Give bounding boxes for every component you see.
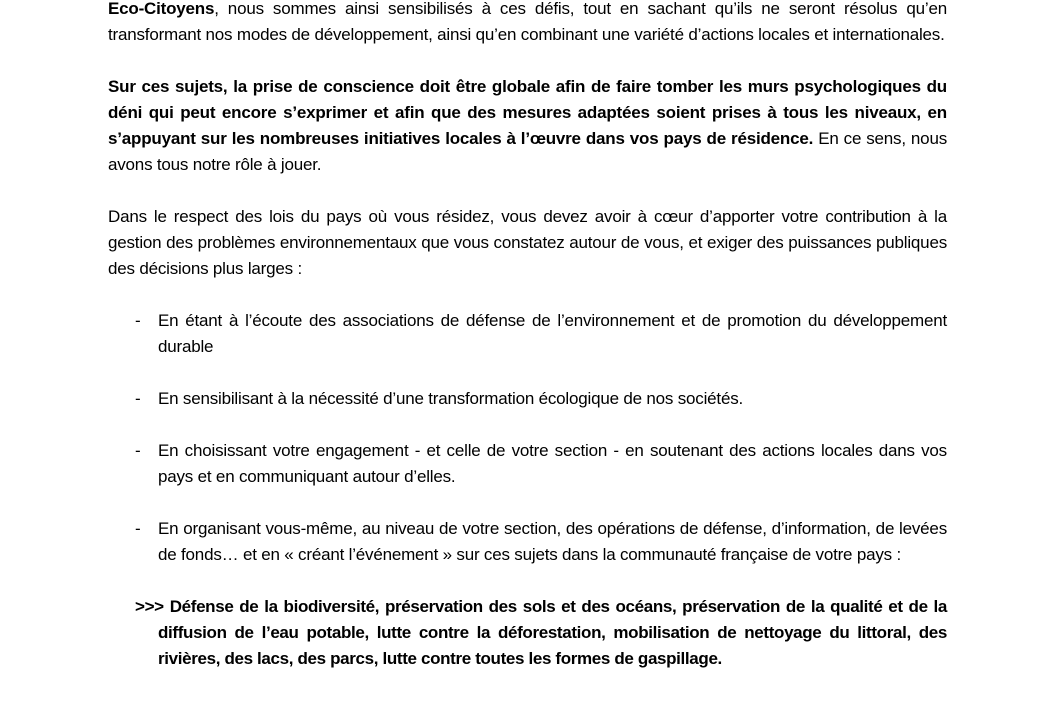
document-page	[108, 0, 947, 698]
paragraph-prise-de-conscience-tail: En ce sens, nous avons tous notre rôle à jouer.	[108, 129, 947, 174]
paragraph-eco-citoyens	[108, 0, 947, 48]
bullet-item-2	[108, 386, 947, 412]
bullet-list	[108, 308, 947, 568]
paragraph-respect-des-lois: Dans le respect des lois du pays où vous résidez, vous devez avoir à cœur d’apporter votre contribution à la gestion des problèmes environnementaux que vous constatez autour de vous, et exiger des puissances publiques des décisions plus larges :	[108, 207, 947, 278]
paragraph-prise-de-conscience	[108, 74, 947, 178]
bullet-item-4	[108, 516, 947, 568]
bullet-dash-icon: -	[135, 389, 141, 408]
bullet-dash-icon: -	[135, 519, 141, 538]
callout-text: Défense de la biodiversité, préservation des sols et des océans, préservation de la qualité et de la diffusion de l’eau potable, lutte contre la déforestation, mobilisation de nettoyage du littoral, des rivières, des lacs, des parcs, lutte contre toutes les formes de gaspillage.	[158, 597, 947, 668]
paragraph-eco-citoyens-lead: Eco-Citoyens	[108, 0, 215, 18]
bullet-dash-icon: -	[135, 311, 141, 330]
callout-defense-biodiversite	[108, 594, 947, 672]
bullet-text-choisissant-engagement: En choisissant votre engagement - et celle de votre section - en soutenant des actions locales dans vos pays et en communiquant autour d’elles.	[158, 441, 947, 486]
bullet-text-organisant-operations: En organisant vous-même, au niveau de votre section, des opérations de défense, d’information, de levées de fonds… et en « créant l’événement » sur ces sujets dans la communauté française de votre pays :	[158, 519, 947, 564]
bullet-dash-icon: -	[135, 441, 141, 460]
triple-chevron-icon: >>>	[135, 597, 164, 616]
bullet-text-ecoute-associations: En étant à l’écoute des associations de défense de l’environnement et de promotion du développement durable	[158, 311, 947, 356]
bullet-item-1	[108, 308, 947, 360]
paragraph-eco-citoyens-body: , nous sommes ainsi sensibilisés à ces défis, tout en sachant qu’ils ne seront résolus qu’en transformant nos modes de développement, ainsi qu’en combinant une variété d’actions locales et internationales.	[108, 0, 947, 44]
bullet-text-sensibilisant: En sensibilisant à la nécessité d’une transformation écologique de nos sociétés.	[158, 389, 744, 408]
bullet-item-3	[108, 438, 947, 490]
paragraph-prise-de-conscience-bold: Sur ces sujets, la prise de conscience doit être globale afin de faire tomber les murs psychologiques du déni qui peut encore s’exprimer et afin que des mesures adaptées soient prises à tous les niveaux, en s’appuyant sur les nombreuses initiatives locales à l’œuvre dans vos pays de résidence.	[108, 77, 947, 148]
